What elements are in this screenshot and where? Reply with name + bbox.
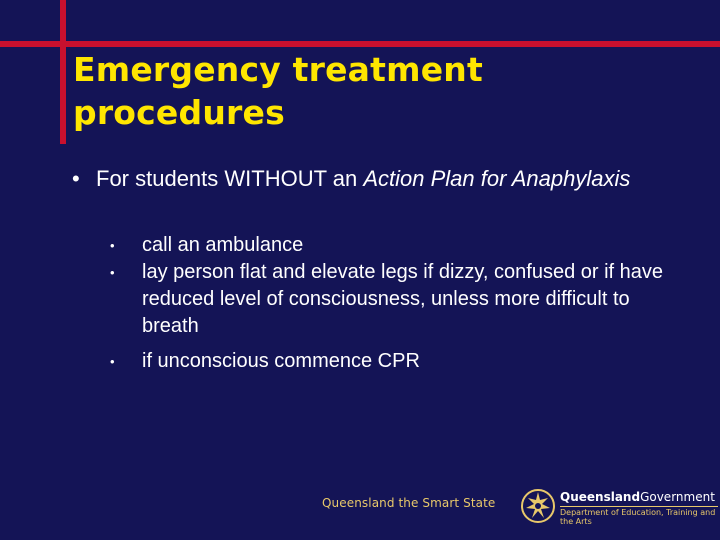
sub-bullet-marker: •: [110, 238, 115, 253]
sub-bullet-text: if unconscious commence CPR: [142, 350, 420, 372]
sub-bullet-item: [110, 232, 670, 259]
main-bullet-marker: •: [72, 166, 80, 191]
slide-title: [73, 48, 483, 134]
gov-name: [560, 490, 715, 504]
sub-bullet-text: lay person flat and elevate legs if dizzy, confused or if have reduced level of consciousness, unless more difficult to breath: [142, 261, 664, 337]
logo-divider: [560, 506, 718, 507]
sub-bullet-marker: •: [110, 265, 115, 280]
sub-bullet-list: [110, 232, 670, 383]
sub-bullet-item: [110, 259, 670, 340]
department-name: Department of Education, Training and the Arts: [560, 508, 716, 526]
horizontal-accent-rule: [0, 41, 720, 47]
main-bullet-lead: For students WITHOUT an: [96, 166, 364, 191]
queensland-crest-icon: [520, 484, 556, 528]
sub-bullet-marker: •: [110, 354, 115, 369]
gov-name-part2: Government: [640, 490, 715, 504]
sub-bullet-text: call an ambulance: [142, 234, 304, 256]
slide-title-line2: procedures: [73, 93, 285, 132]
queensland-government-logo: [520, 484, 720, 532]
slide-title-line1: Emergency treatment: [73, 50, 483, 89]
vertical-accent-rule: [60, 0, 66, 144]
footer-slogan: Queensland the Smart State: [322, 496, 496, 510]
main-bullet-text: [96, 164, 676, 194]
gov-name-part1: Queensland: [560, 490, 641, 504]
main-bullet-italic: Action Plan for Anaphylaxis: [363, 166, 631, 191]
sub-bullet-item: [110, 348, 670, 375]
